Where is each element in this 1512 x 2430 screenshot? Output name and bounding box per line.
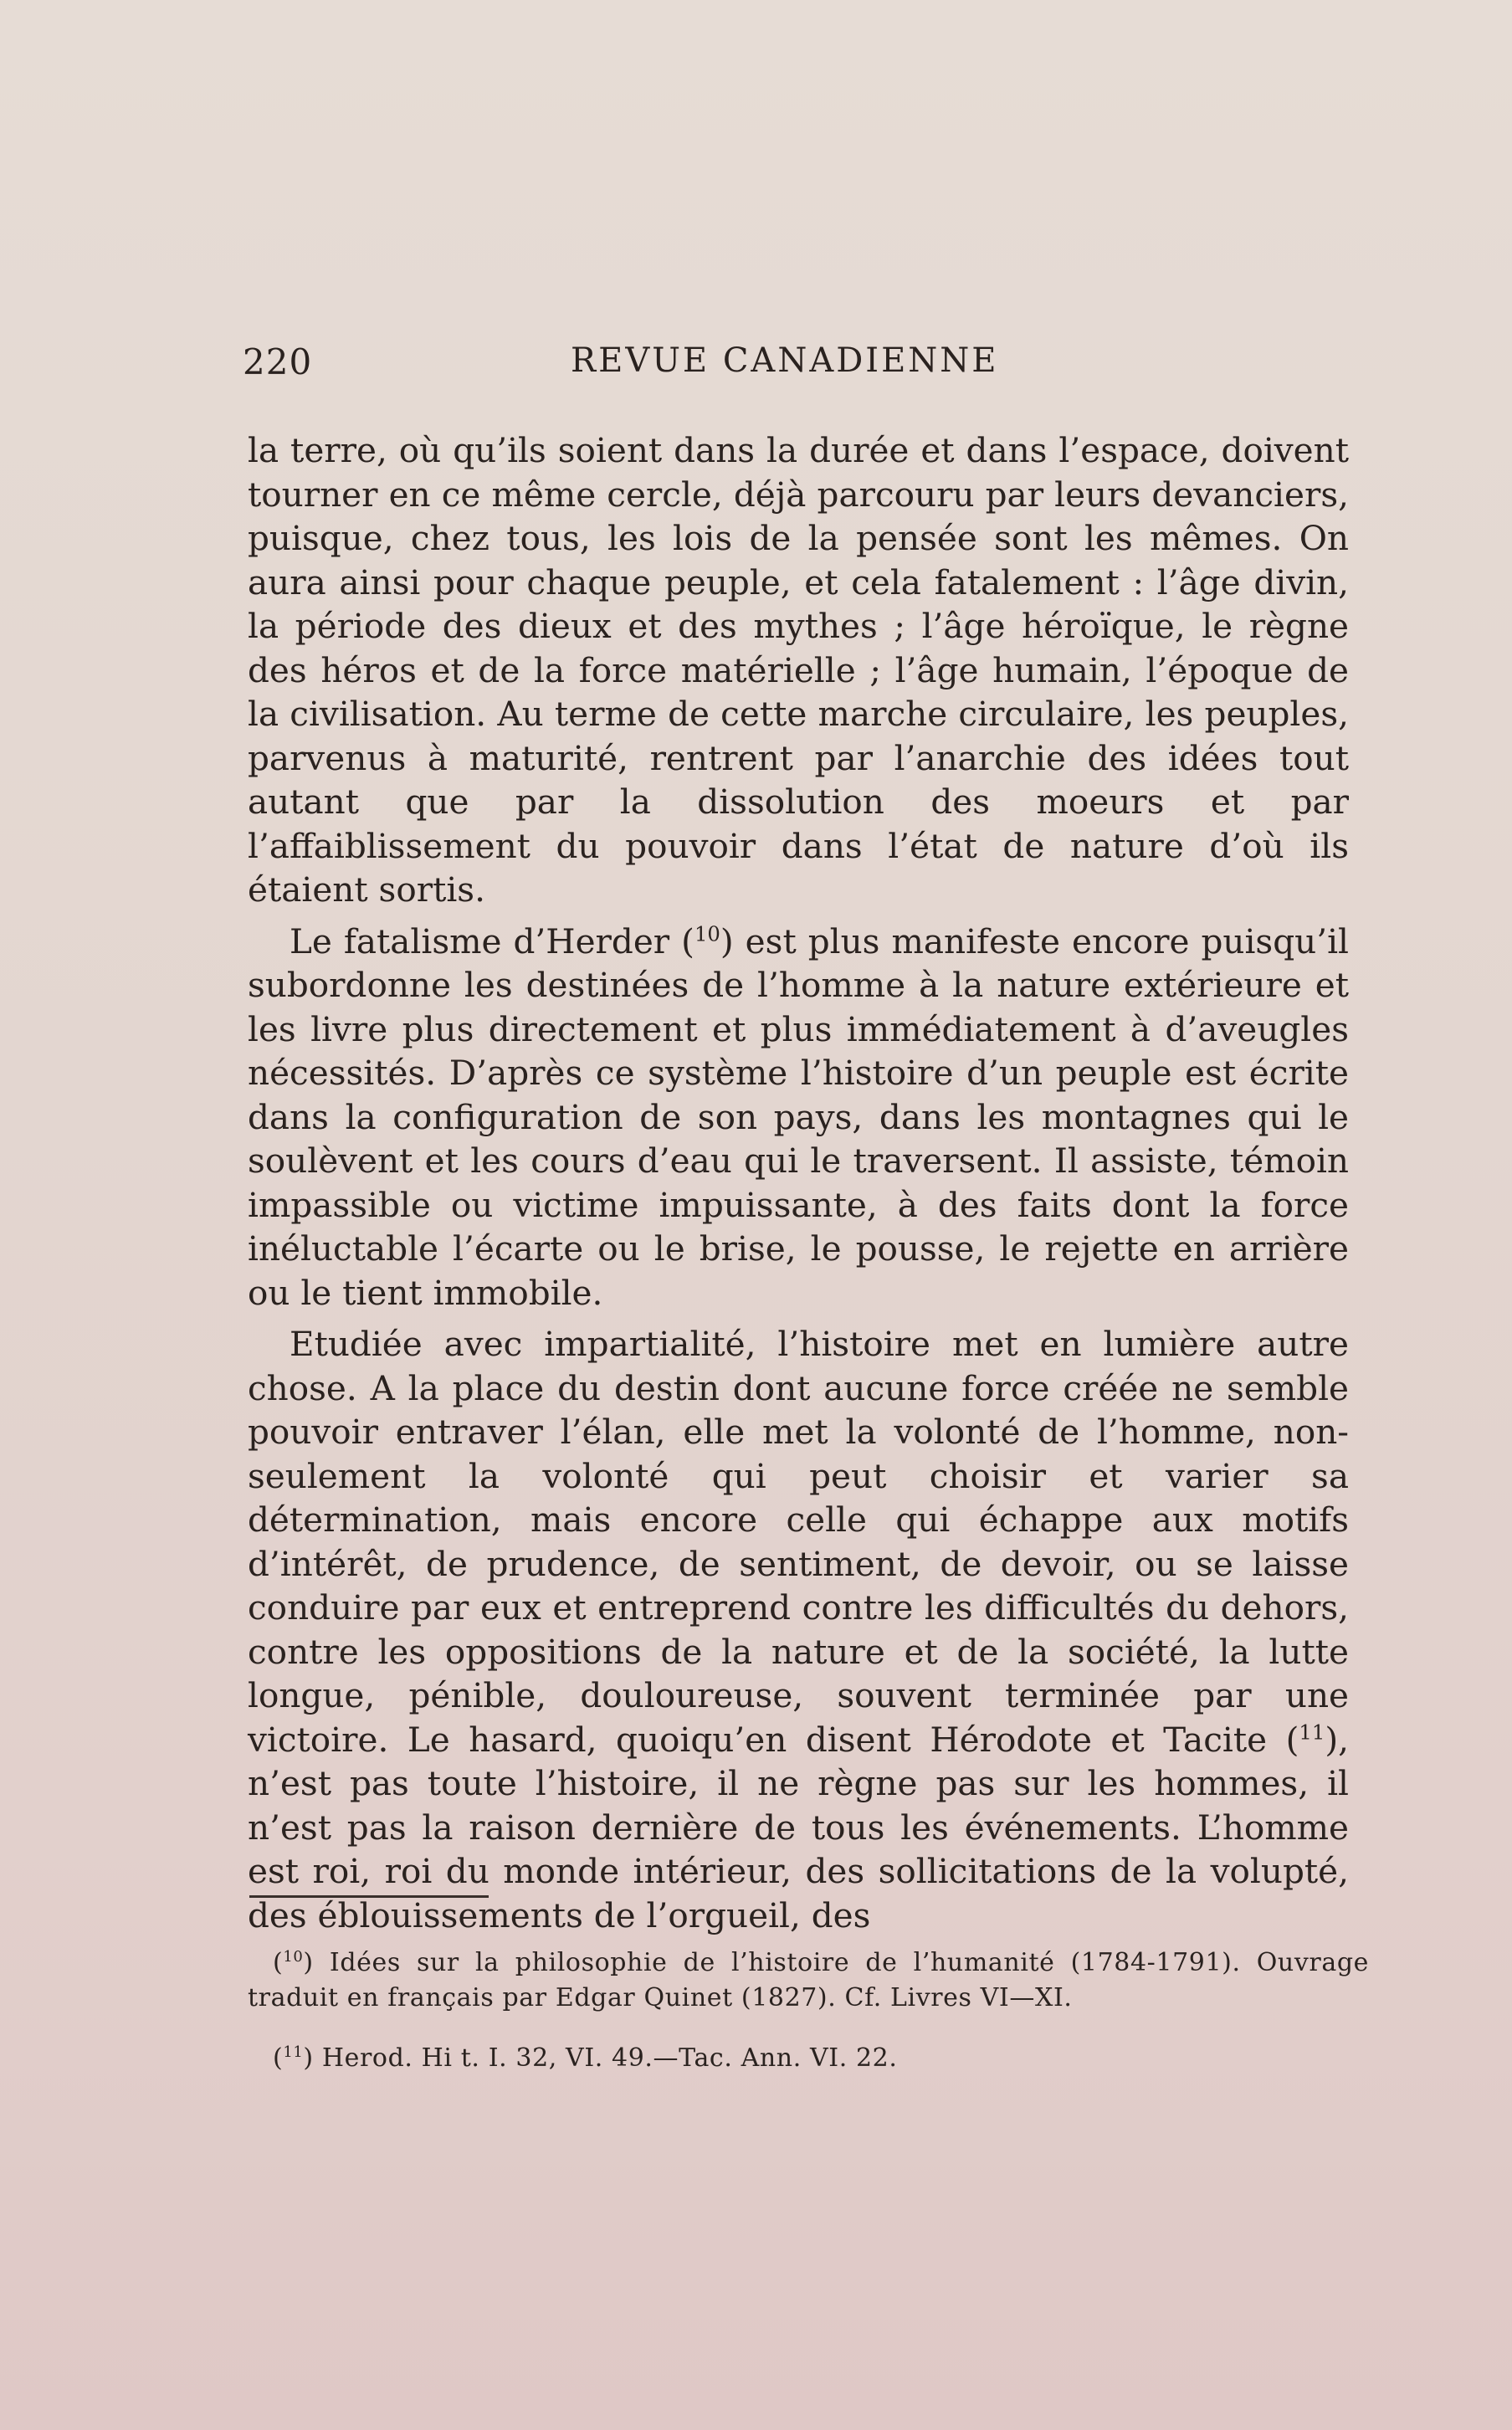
paragraph-3 xyxy=(248,1322,1349,1937)
footnote-10-text: Idées sur la philosophie de l’histoire de l’humanité (1784-1791). Ouvrage traduit en français par Edgar Quinet (1827). Cf. Livres VI—XI. xyxy=(248,1948,1369,2012)
footnote-ref-11: 11 xyxy=(1299,1720,1325,1744)
footnote-10: ($^{10}$) Idées sur la philosophie de l’histoire de l’humanité (1784-1791). Ouvrage traduit en français par Edgar Quinet (1827). Cf. Livres VI—XI. xyxy=(248,1948,1369,2012)
footnote-11-marker: 11 xyxy=(283,2043,304,2061)
footnote-10-marker: 10 xyxy=(283,1948,304,1966)
paragraph-3-start: Etudiée avec impartialité, l’histoire met en lumière autre chose. A la place du destin dont aucune force créée ne semble pouvoir entraver l’élan, elle met la volonté de l’homme, non-seulement la volonté qui peut choisir et varier sa détermination, mais encore celle qui échappe aux motifs d’intérêt, de prudence, de sentiment, de devoir, ou se laisse conduire par eux et entreprend contre les difficultés du dehors, contre les oppositions de la nature et de la société, la lutte longue, pénible, douloureuse, souvent terminée par une victoire. Le hasard, quoiqu’en disent Hérodote et Tacite ( xyxy=(248,1324,1349,1760)
footnote-11-text: Herod. Hi t. I. 32, VI. 49.—Tac. Ann. VI. 22. xyxy=(321,2043,898,2073)
page-number: 220 xyxy=(243,341,313,382)
paragraph-2 xyxy=(248,920,1349,1315)
footnotes xyxy=(248,1946,1369,2101)
body-text xyxy=(248,428,1349,1945)
paragraph-2-start: Le fatalisme d’Herder ( xyxy=(290,920,694,961)
running-head xyxy=(243,341,1029,392)
footnote-divider xyxy=(249,1895,489,1898)
paragraph-3-rest: ), n’est pas toute l’histoire, il ne règne pas sur les hommes, il n’est pas la raison dernière de tous les événements. L’homme est roi, roi du monde intérieur, des sollicitations de la volupté, des éblouissements de l’orgueil, des xyxy=(248,1719,1349,1935)
footnote-11: ($^{11}$) Herod. Hi t. I. 32, VI. 49.—Tac. Ann. VI. 22. xyxy=(273,2043,898,2073)
footnote-ref-10: 10 xyxy=(694,921,720,946)
journal-title: REVUE CANADIENNE xyxy=(571,341,999,380)
paragraph-1: la terre, où qu’ils soient dans la durée et dans l’espace, doivent tourner en ce même cercle, déjà parcouru par leurs devanciers, puisque, chez tous, les lois de la pensée sont les mêmes. On aura ainsi pour chaque peuple, et cela fatalement : l’âge divin, la période des dieux et des mythes ; l’âge héroïque, le règne des héros et de la force matérielle ; l’âge humain, l’époque de la civilisation. Au terme de cette marche circulaire, les peuples, parvenus à maturité, rentrent par l’anarchie des idées tout autant que par la dissolution des moeurs et par l’affaiblissement du pouvoir dans l’état de nature d’où ils étaient sortis. xyxy=(248,430,1349,910)
paragraph-2-rest: ) est plus manifeste encore puisqu’il subordonne les destinées de l’homme à la nature extérieure et les livre plus directement et plus immédiatement à d’aveugles nécessités. D’après ce système l’histoire d’un peuple est écrite dans la configuration de son pays, dans les montagnes qui le soulèvent et les cours d’eau qui le traversent. Il assiste, témoin impassible ou victime impuissante, à des faits dont la force inéluctable l’écarte ou le brise, le pousse, le rejette en arrière ou le tient immobile. xyxy=(248,920,1349,1313)
